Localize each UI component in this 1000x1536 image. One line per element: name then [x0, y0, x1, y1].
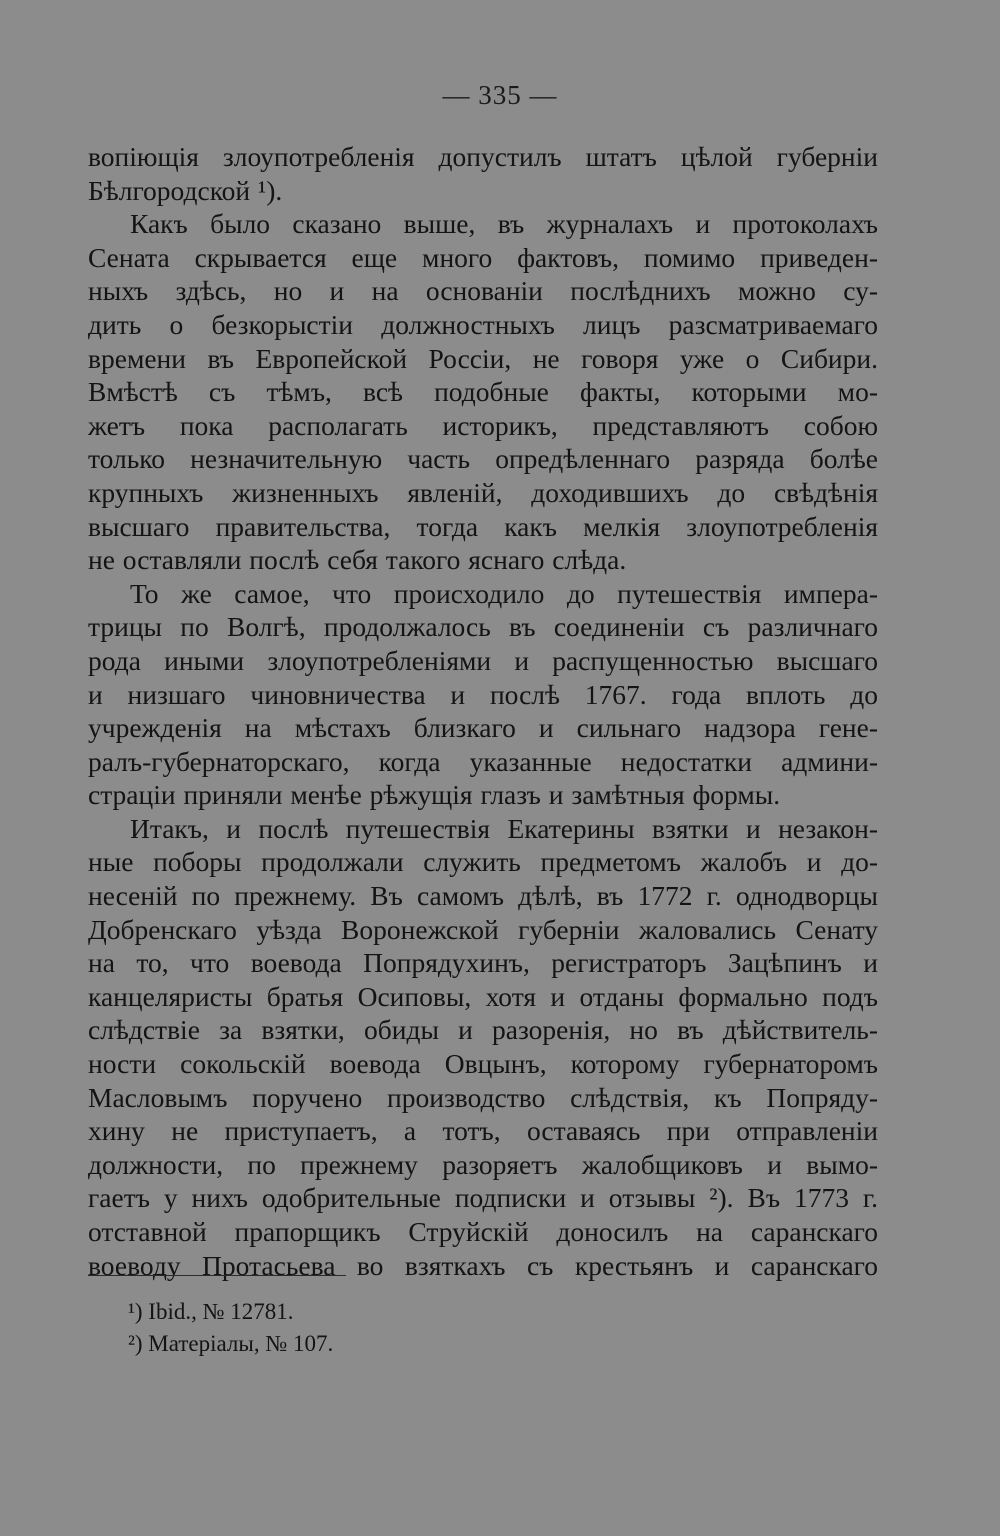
footnote-divider [88, 1275, 346, 1276]
text-line: должности, по прежнему разоряетъ жалобщиковъ и вымо- [88, 1148, 878, 1180]
text-line: не оставляли послѣ себя такого яснаго слѣда. [88, 544, 627, 576]
page-number: — 335 — [442, 80, 558, 110]
text-line: Сената скрывается еще много фактовъ, помимо приведен- [88, 241, 878, 273]
text-line: Масловымъ поручено производство слѣдствія, къ Попряду- [88, 1081, 878, 1113]
text-line: Какъ было сказано выше, въ журналахъ и протоколахъ [130, 208, 878, 240]
footnote-1: ¹) Ibid., № 12781. [128, 1299, 294, 1324]
text-line: ралъ-губернаторскаго, когда указанные недостатки админи- [88, 745, 878, 777]
text-line: ные поборы продолжали служить предметомъ жалобъ и до- [88, 846, 878, 878]
text-line: времени въ Европейской Россіи, не говоря уже о Сибири. [88, 342, 878, 374]
text-line: То же самое, что происходило до путешествія импера- [130, 577, 878, 609]
text-line: трицы по Волгѣ, продолжалось въ соединеніи съ различнаго [88, 611, 878, 643]
text-line: гаетъ у нихъ одобрительные подписки и отзывы ²). Въ 1773 г. [88, 1182, 878, 1214]
text-line: Добренскаго уѣзда Воронежской губерніи жаловались Сенату [88, 913, 878, 945]
footnotes [128, 1296, 828, 1360]
text-line: рода иными злоупотребленіями и распущенностью высшаго [88, 644, 878, 676]
text-line: и низшаго чиновничества и послѣ 1767. года вплоть до [88, 678, 878, 710]
text-line: слѣдствіе за взятки, обиды и разоренія, но въ дѣйствитель- [88, 1014, 878, 1046]
text-line: только незначительную часть опредѣленнаго разряда болѣе [88, 443, 878, 475]
text-line: канцеляристы братья Осиповы, хотя и отданы формально подъ [88, 980, 878, 1012]
text-line: ныхъ здѣсь, но и на основаніи послѣднихъ можно су- [88, 275, 878, 307]
text-line: ности сокольскій воевода Овцынъ, которому губернаторомъ [88, 1048, 878, 1080]
text-line: несеній по прежнему. Въ самомъ дѣлѣ, въ 1772 г. однодворцы [88, 880, 878, 912]
text-line: отставной прапорщикъ Струйскій доносилъ на саранскаго [88, 1216, 878, 1247]
text-line: на то, что воевода Попрядухинъ, регистраторъ Зацѣпинъ и [88, 947, 878, 979]
text-line: воеводу Протасьева во взяткахъ съ крестьянъ и саранскаго [88, 1249, 878, 1281]
text-line: вопіющія злоупотребленія допустилъ штатъ цѣлой губерніи [88, 141, 878, 172]
text-line: Итакъ, и послѣ путешествія Екатерины взятки и незакон- [130, 812, 878, 844]
body-text [88, 140, 878, 1282]
text-line: Вмѣстѣ съ тѣмъ, всѣ подобные факты, которыми мо- [88, 376, 878, 408]
text-line: дить о безкорыстіи должностныхъ лицъ разсматриваемаго [88, 308, 878, 340]
text-line: крупныхъ жизненныхъ явленій, доходившихъ до свѣдѣнія [88, 476, 878, 508]
text-line: жетъ пока располагать историкъ, представляютъ собою [88, 409, 878, 441]
text-line: высшаго правительства, тогда какъ мелкія злоупотребленія [88, 510, 878, 542]
text-line: страціи приняли менѣе рѣжущія глазъ и замѣтныя формы. [88, 779, 781, 811]
footnote-2: ²) Матеріалы, № 107. [128, 1331, 334, 1356]
text-line: хину не приступаетъ, а тотъ, оставаясь при отправленіи [88, 1115, 878, 1147]
text-line: учрежденія на мѣстахъ близкаго и сильнаго надзора гене- [88, 712, 878, 744]
text-line: Бѣлгородской ¹). [88, 174, 283, 206]
